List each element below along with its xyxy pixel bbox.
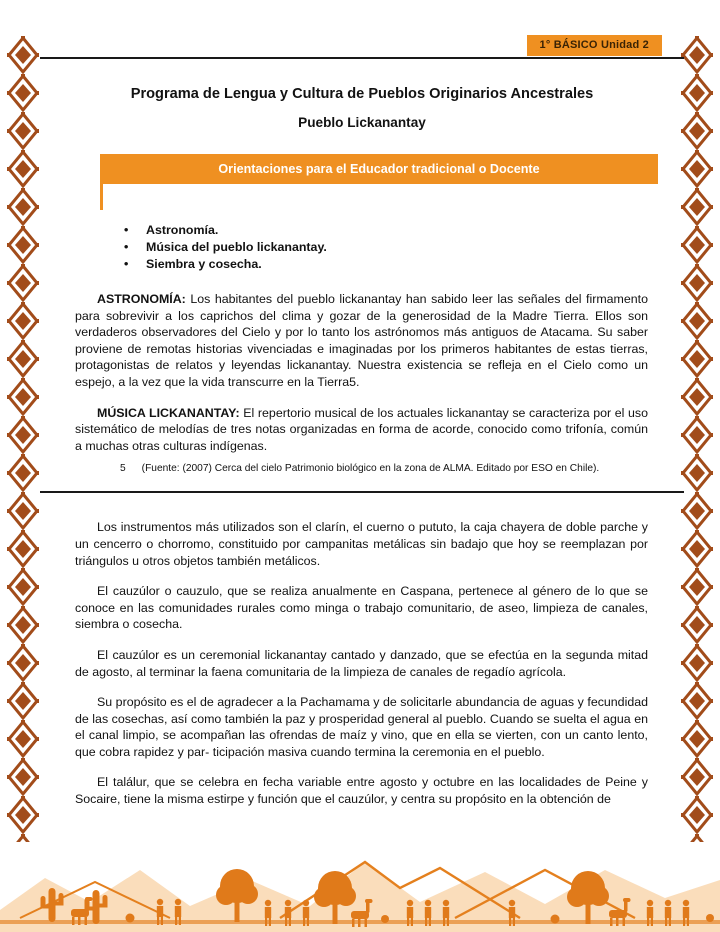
orientation-banner-wrap — [100, 154, 658, 184]
unit-badge: 1° BÁSICO Unidad 2 — [527, 35, 662, 56]
right-border-pattern-icon — [681, 36, 713, 842]
document-content — [40, 0, 684, 808]
orientation-banner: Orientaciones para el Educador tradicional o Docente — [100, 154, 658, 184]
landscape-illustration — [0, 840, 720, 932]
paragraphs-block — [75, 519, 648, 807]
section-lead: MÚSICA LICKANANTAY: — [97, 405, 240, 420]
footnote-number: 5 — [120, 463, 126, 475]
section-lead: ASTRONOMÍA: — [97, 292, 186, 306]
paragraph: Su propósito es el de agradecer a la Pachamama y de solicitarle abundancia de aguas y fecundidad de las cosechas, así como también la paz y prosperidad general al pueblo. Cuando se suelta el agua en el canal limpio, se acompañan las ofrendas de maíz y vino, que en ella se vierten, con un canto lento, que cobra rapidez y par- ticipación masiva cuando termina la ceremonia en el pueblo. — [75, 695, 648, 759]
section-body: El repertorio musical de los actuales lickanantay se caracteriza por el uso sistemático de melodías de tres notas organizadas en forma de acorde, conocido como trifonía, común a muchas otras culturas indígenas. — [75, 405, 649, 453]
bullet-icon: • — [124, 223, 129, 237]
list-item — [124, 222, 684, 239]
footnote-divider — [40, 491, 684, 493]
list-item — [124, 256, 684, 273]
paragraph-musica — [75, 405, 648, 455]
left-border-pattern-icon — [7, 36, 39, 842]
paragraph: El találur, que se celebra en fecha variable entre agosto y octubre en las localidades de Peine y Socaire, tiene la misma estirpe y función que el cauzúlor, y centra su propósito en la obtención de — [75, 775, 648, 807]
page-subtitle: Pueblo Lickanantay — [298, 115, 426, 130]
bullet-icon: • — [124, 257, 129, 271]
topic-label: Siembra y cosecha. — [146, 257, 262, 271]
topic-label: Música del pueblo lickanantay. — [146, 240, 327, 254]
topics-list — [124, 222, 684, 273]
paragraph-astronomia — [75, 291, 648, 391]
footnote-text: (Fuente: (2007) Cerca del cielo Patrimonio biológico en la zona de ALMA. Editado por ESO en Chile). — [141, 463, 600, 475]
bullet-icon: • — [124, 240, 129, 254]
paragraph: El cauzúlor o cauzulo, que se realiza anualmente en Caspana, pertenece al género de lo que se conoce en las comunidades rurales como minga o trabajo comunitario, de aseo, limpieza de canales, siembra o cosecha. — [75, 584, 648, 632]
sections-block — [75, 291, 648, 475]
paragraph: El cauzúlor es un ceremonial lickanantay cantado y danzado, que se efectúa en la segunda mitad de agosto, al terminar la faena comunitaria de la limpieza de canales de regadío agrícola. — [75, 647, 648, 679]
list-item — [124, 239, 684, 256]
page-title: Programa de Lengua y Cultura de Pueblos Originarios Ancestrales — [130, 86, 594, 102]
section-body: Los habitantes del pueblo lickanantay han sabido leer las señales del firmamento para sobrevivir a los caprichos del clima y gozar de la generosidad de la Madre Tierra. Ellos son verdaderos observadores del Cielo y por lo tanto los astrónomos más antiguos de Atacama. Su saber proviene de remotas historias vivenciadas e imaginadas por los primeros habitantes de estas tierras, protagonistas de relatos y leyendas lickanantay. Nuestra existencia se refleja en el Cielo como un espejo, a la vez que la vida transcurre en la Tierra5. — [75, 292, 648, 389]
paragraph: Los instrumentos más utilizados son el clarín, el cuerno o pututo, la caja chayera de doble parche y un cencerro o chorromo, constituido por campanitas metálicas sin badajo que hoy se reemplazan por triángulos u otros objetos también metálicos. — [75, 520, 648, 568]
topic-label: Astronomía. — [146, 223, 219, 237]
footnote — [120, 462, 648, 475]
